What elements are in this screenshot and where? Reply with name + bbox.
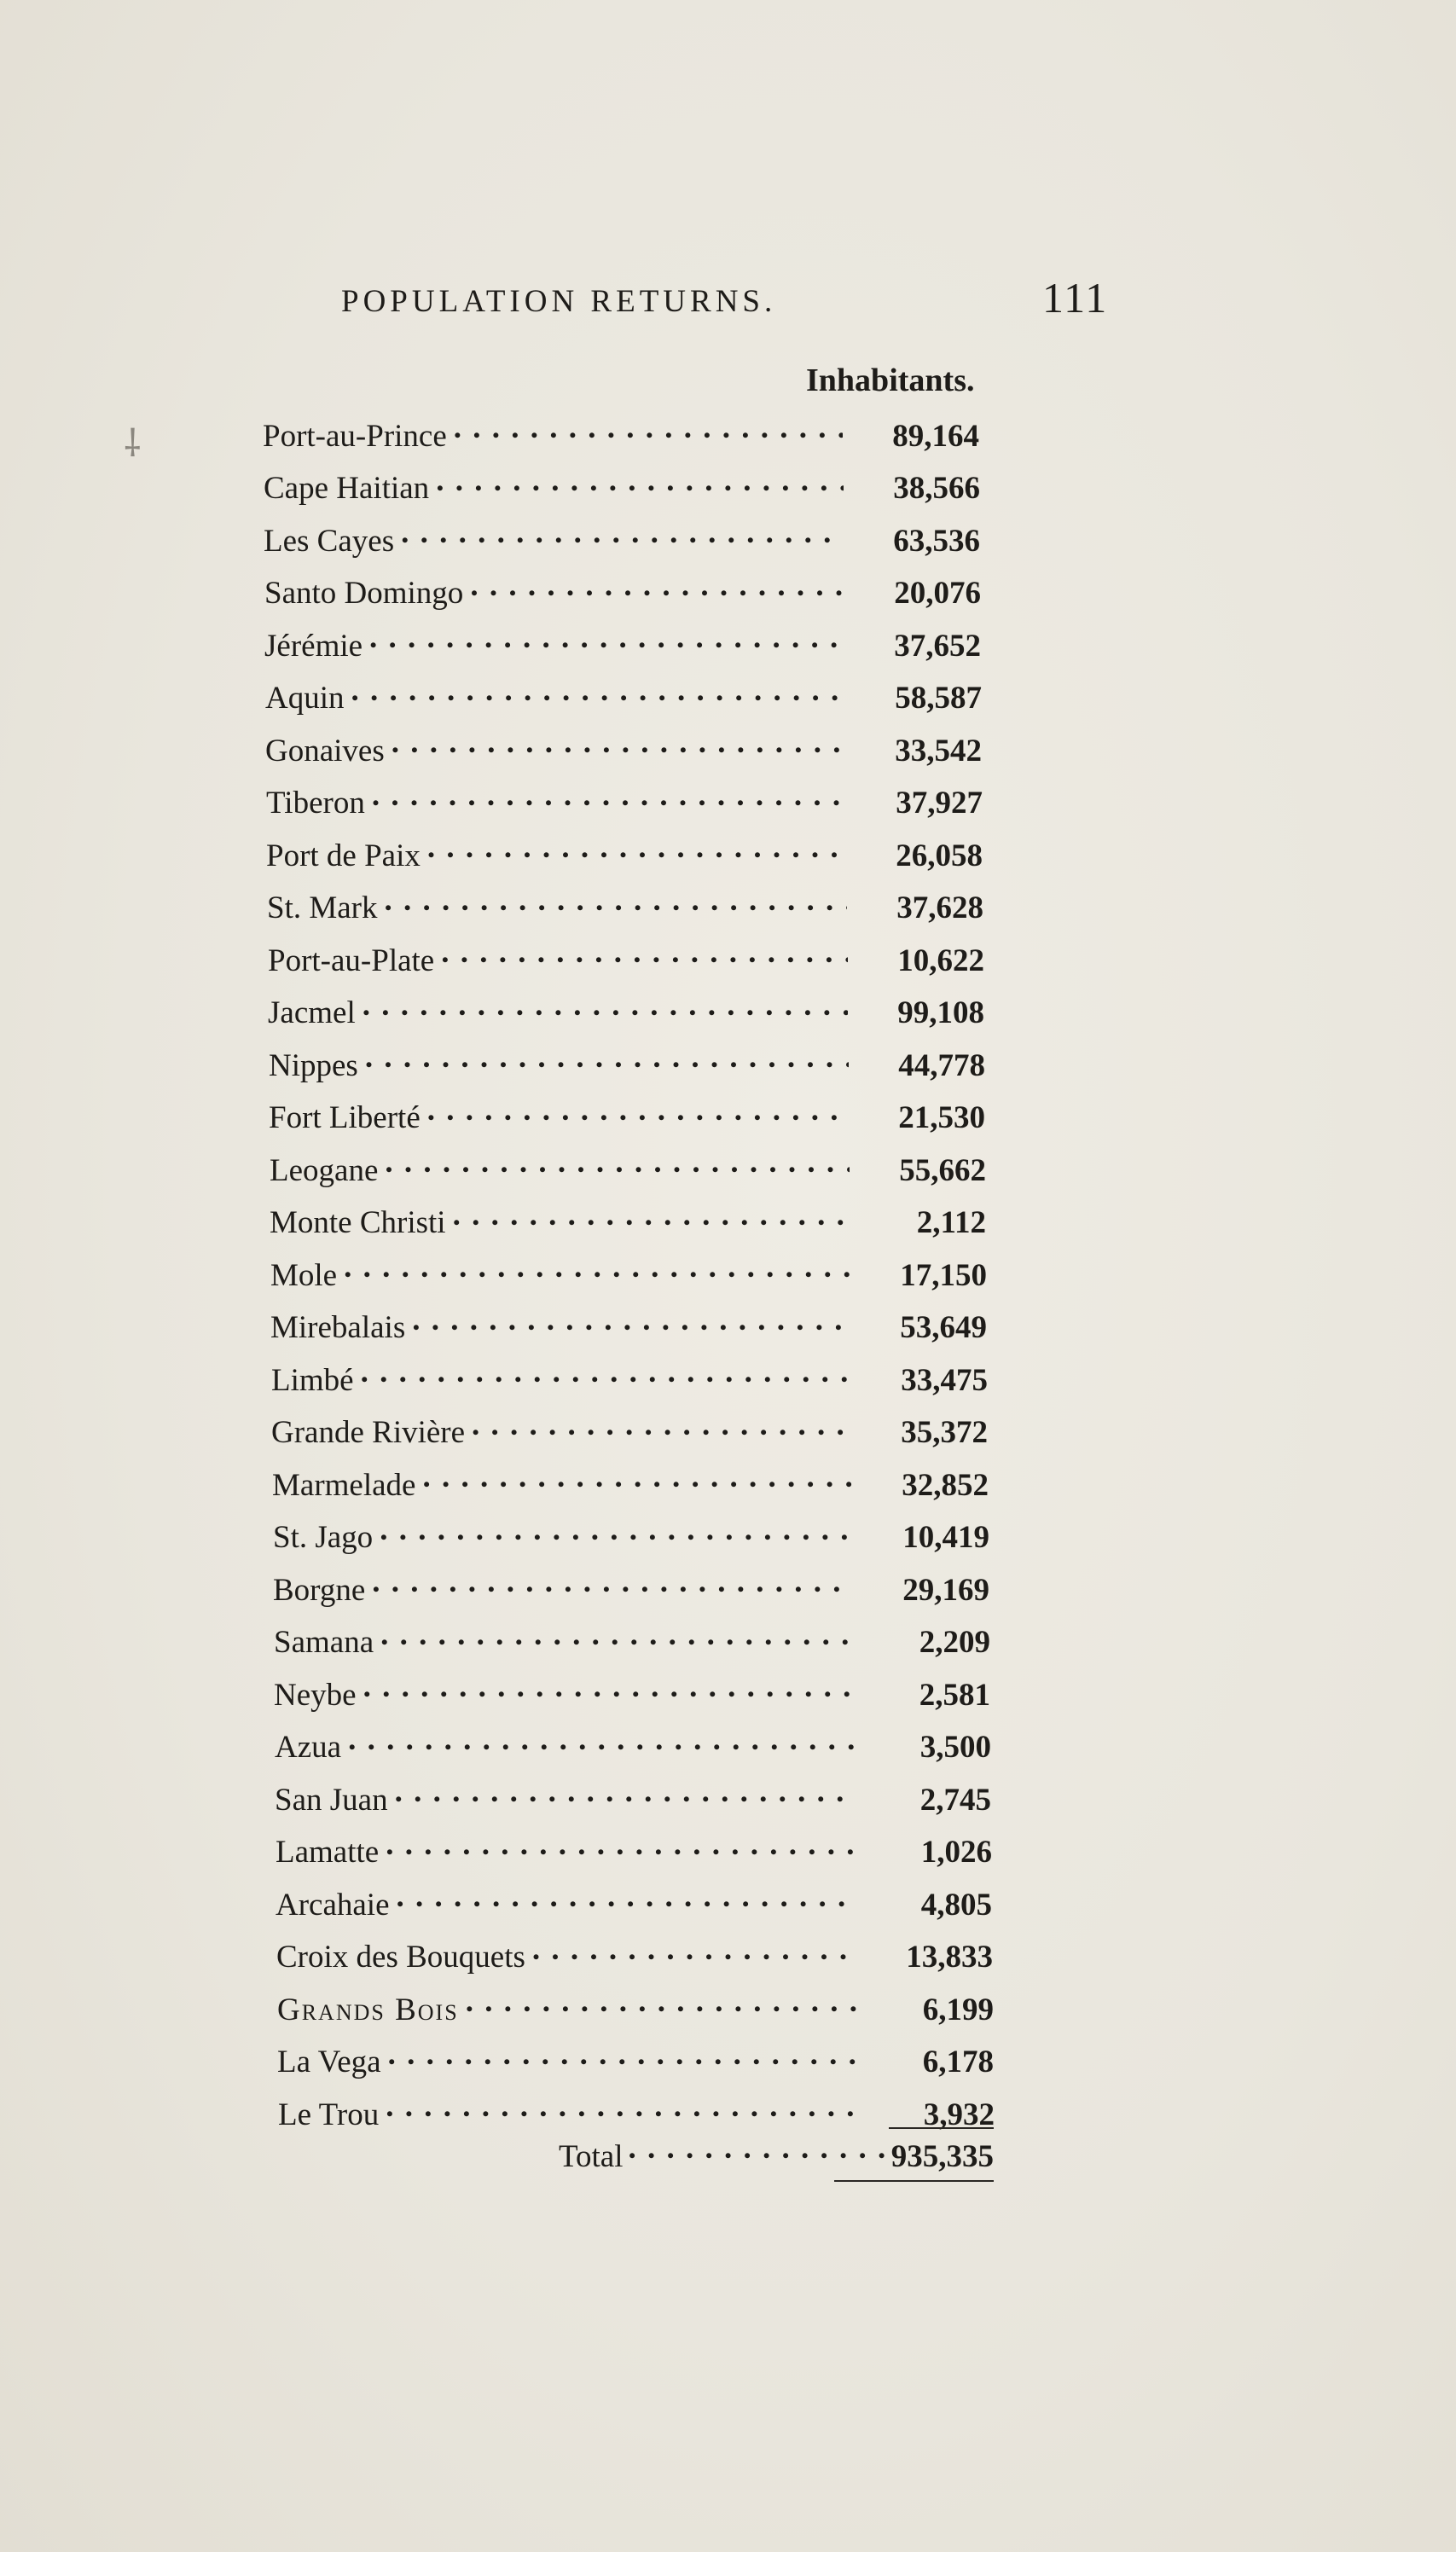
page-header bbox=[0, 273, 1456, 324]
place-name: Fort Liberté bbox=[269, 1100, 421, 1136]
place-name: Azua bbox=[275, 1730, 342, 1766]
table-row bbox=[276, 1826, 992, 1879]
place-name: Grands Bois bbox=[277, 1992, 459, 2027]
inhabitants-value: 38,566 bbox=[893, 471, 980, 507]
place-name: Limbé bbox=[271, 1362, 354, 1398]
table-row bbox=[269, 1039, 985, 1092]
inhabitants-value: 33,475 bbox=[901, 1362, 988, 1398]
inhabitants-value: 3,932 bbox=[923, 2097, 995, 2132]
dot-leader bbox=[385, 1144, 850, 1180]
inhabitants-value: 21,530 bbox=[898, 1100, 985, 1136]
inhabitants-value: 10,622 bbox=[897, 942, 984, 978]
table-row bbox=[274, 1616, 990, 1669]
inhabitants-value: 20,076 bbox=[894, 576, 981, 612]
table-row bbox=[266, 829, 983, 882]
place-name: Monte Christi bbox=[270, 1205, 446, 1241]
table-row bbox=[271, 1406, 988, 1459]
total-label: Total bbox=[559, 2138, 624, 2174]
total-value: 935,335 bbox=[890, 2138, 994, 2174]
inhabitants-value: 32,852 bbox=[902, 1467, 989, 1503]
place-name: Tiberon bbox=[266, 786, 365, 821]
inhabitants-value: 2,581 bbox=[919, 1677, 990, 1713]
place-name: Port de Paix bbox=[266, 838, 421, 873]
table-row bbox=[271, 1354, 988, 1406]
table-row bbox=[273, 1563, 989, 1616]
table-row bbox=[265, 672, 982, 725]
table-row bbox=[273, 1511, 989, 1564]
table-row bbox=[264, 462, 980, 515]
place-name: Croix des Bouquets bbox=[276, 1940, 525, 1975]
place-name: Port-au-Plate bbox=[268, 942, 435, 978]
table-row bbox=[269, 1092, 985, 1145]
column-heading-inhabitants: Inhabitants. bbox=[806, 362, 975, 398]
dot-leader bbox=[372, 1563, 853, 1600]
table-row bbox=[277, 2036, 994, 2089]
table-row bbox=[270, 1144, 986, 1197]
table-row bbox=[268, 987, 984, 1040]
place-name: Mole bbox=[270, 1257, 338, 1293]
dot-leader bbox=[395, 1773, 855, 1810]
inhabitants-value: 29,169 bbox=[902, 1572, 989, 1608]
table-row bbox=[264, 514, 980, 567]
inhabitants-value: 33,542 bbox=[895, 733, 982, 768]
pencil-mark-icon: ⸸ bbox=[124, 422, 142, 466]
inhabitants-value: 63,536 bbox=[893, 523, 980, 559]
dot-leader bbox=[372, 777, 846, 814]
place-name: Cape Haitian bbox=[264, 471, 430, 507]
inhabitants-value: 99,108 bbox=[897, 995, 984, 1031]
place-name: Jacmel bbox=[268, 995, 356, 1031]
inhabitants-value: 26,058 bbox=[896, 838, 983, 873]
dot-leader bbox=[472, 1406, 851, 1443]
dot-leader bbox=[453, 1197, 850, 1233]
running-title: POPULATION RETURNS. bbox=[341, 284, 777, 319]
dot-leader bbox=[363, 1668, 854, 1705]
dot-leader bbox=[361, 1354, 851, 1390]
dot-leader bbox=[436, 462, 844, 499]
dot-leader bbox=[386, 1826, 856, 1863]
table-row bbox=[267, 882, 983, 935]
dot-leader bbox=[629, 2130, 891, 2166]
inhabitants-value: 55,662 bbox=[899, 1152, 986, 1188]
table-row bbox=[275, 1721, 991, 1774]
place-name: Santo Domingo bbox=[264, 576, 464, 612]
inhabitants-value: 13,833 bbox=[906, 1940, 993, 1975]
inhabitants-value: 17,150 bbox=[900, 1257, 987, 1293]
dot-leader bbox=[344, 1249, 850, 1285]
table-row bbox=[265, 724, 982, 777]
inhabitants-value: 10,419 bbox=[902, 1520, 989, 1556]
table-row bbox=[276, 1931, 993, 1984]
inhabitants-value: 53,649 bbox=[900, 1310, 987, 1346]
place-name: Leogane bbox=[270, 1152, 379, 1188]
place-name: San Juan bbox=[275, 1782, 388, 1818]
dot-leader bbox=[401, 514, 844, 551]
place-name: Marmelade bbox=[272, 1467, 416, 1503]
table-row bbox=[270, 1302, 987, 1354]
dot-leader bbox=[427, 829, 846, 866]
dot-leader bbox=[427, 1092, 849, 1128]
dot-leader bbox=[397, 1878, 856, 1915]
inhabitants-value: 58,587 bbox=[895, 681, 982, 716]
inhabitants-value: 44,778 bbox=[898, 1047, 985, 1083]
table-row bbox=[266, 777, 983, 830]
inhabitants-value: 37,927 bbox=[896, 786, 983, 821]
dot-leader bbox=[348, 1721, 855, 1758]
table-row bbox=[264, 619, 981, 672]
table-row bbox=[270, 1249, 987, 1302]
inhabitants-value: 3,500 bbox=[919, 1730, 991, 1766]
sum-rule bbox=[889, 2127, 994, 2129]
total-row bbox=[559, 2130, 994, 2181]
inhabitants-value: 37,628 bbox=[896, 890, 983, 926]
inhabitants-value: 2,209 bbox=[919, 1625, 990, 1661]
dot-leader bbox=[365, 1039, 849, 1076]
place-name: Lamatte bbox=[276, 1835, 380, 1870]
place-name: La Vega bbox=[277, 2044, 381, 2080]
inhabitants-value: 1,026 bbox=[920, 1835, 992, 1870]
place-name: Port-au-Prince bbox=[263, 418, 447, 454]
place-name: St. Jago bbox=[273, 1520, 374, 1556]
inhabitants-value: 37,652 bbox=[894, 628, 981, 664]
dot-leader bbox=[441, 934, 848, 971]
table-row bbox=[275, 1773, 991, 1826]
page-number: 111 bbox=[1042, 274, 1109, 322]
dot-leader bbox=[412, 1302, 850, 1338]
table-row bbox=[272, 1459, 989, 1511]
place-name: Grande Rivière bbox=[271, 1415, 466, 1451]
place-name: Jérémie bbox=[264, 628, 363, 664]
dot-leader bbox=[422, 1459, 852, 1495]
dot-leader bbox=[351, 672, 846, 709]
inhabitants-value: 35,372 bbox=[901, 1415, 988, 1451]
inhabitants-value: 2,112 bbox=[916, 1205, 986, 1241]
inhabitants-value: 89,164 bbox=[892, 418, 979, 454]
inhabitants-value: 4,805 bbox=[920, 1887, 992, 1923]
dot-leader bbox=[388, 2036, 857, 2073]
place-name: Nippes bbox=[269, 1047, 358, 1083]
table-row bbox=[263, 409, 979, 462]
dot-leader bbox=[454, 409, 843, 446]
place-name: Gonaives bbox=[265, 733, 385, 768]
total-double-rule bbox=[834, 2180, 994, 2182]
table-row bbox=[270, 1197, 986, 1250]
place-name: Arcahaie bbox=[276, 1887, 390, 1923]
inhabitants-value: 2,745 bbox=[919, 1782, 991, 1818]
inhabitants-value: 6,178 bbox=[922, 2044, 994, 2080]
dot-leader bbox=[380, 1511, 853, 1548]
dot-leader bbox=[470, 567, 844, 604]
place-name: St. Mark bbox=[267, 890, 378, 926]
dot-leader bbox=[386, 2088, 858, 2125]
place-name: Mirebalais bbox=[270, 1310, 406, 1346]
inhabitants-value: 6,199 bbox=[922, 1992, 994, 2027]
place-name: Neybe bbox=[274, 1677, 357, 1713]
table-row bbox=[268, 934, 984, 987]
place-name: Aquin bbox=[265, 681, 345, 716]
place-name: Les Cayes bbox=[264, 523, 395, 559]
table-row bbox=[274, 1668, 990, 1721]
dot-leader bbox=[385, 882, 848, 919]
dot-leader bbox=[466, 1983, 857, 2020]
table-row bbox=[276, 1878, 992, 1931]
table-row bbox=[264, 567, 981, 620]
place-name: Samana bbox=[274, 1625, 374, 1661]
dot-leader bbox=[532, 1931, 856, 1968]
place-name: Le Trou bbox=[278, 2097, 380, 2132]
dot-leader bbox=[369, 619, 844, 656]
dot-leader bbox=[392, 724, 845, 761]
dot-leader bbox=[363, 987, 848, 1024]
table-row bbox=[277, 1983, 994, 2036]
place-name: Borgne bbox=[273, 1572, 366, 1608]
dot-leader bbox=[380, 1616, 854, 1653]
